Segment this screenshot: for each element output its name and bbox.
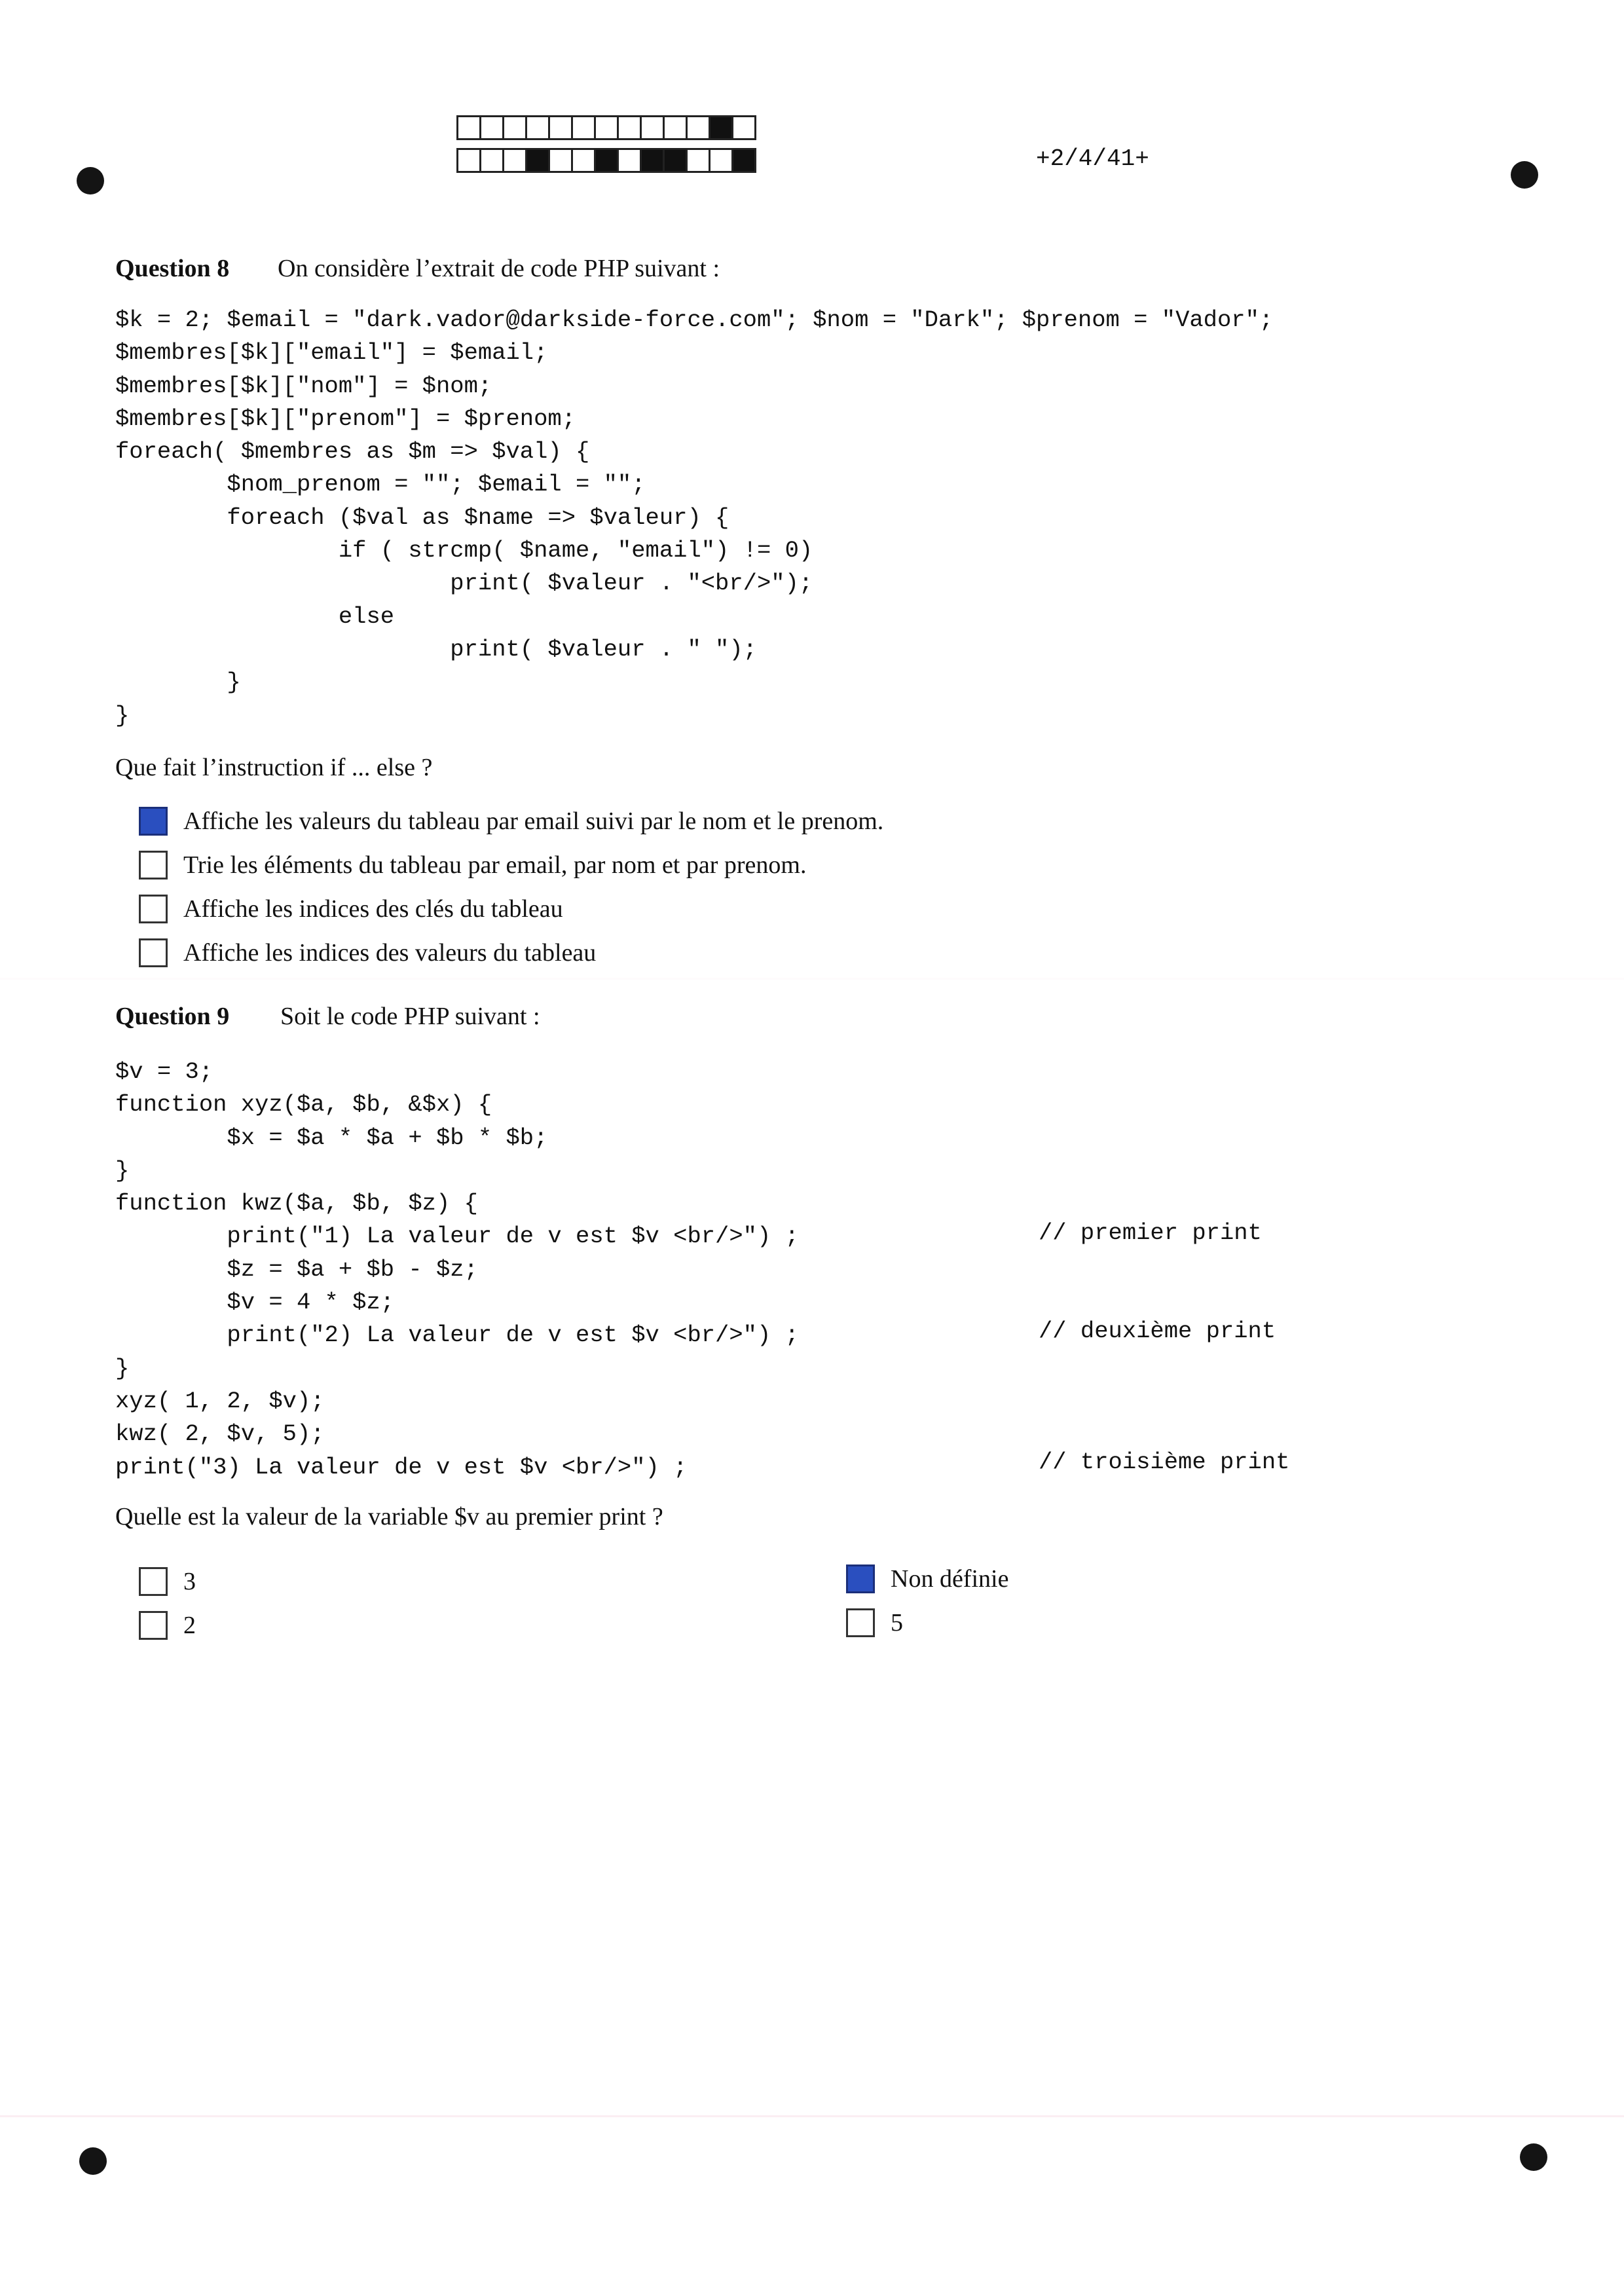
q8-choice-2[interactable] — [139, 851, 806, 880]
q8-choice-3-label: Affiche les indices des clés du tableau — [183, 895, 563, 923]
question-9-intro: Soit le code PHP suivant : — [280, 1003, 540, 1030]
q9-code-line: print("1) La valeur de v est $v <br/>") ; — [115, 1223, 799, 1250]
q9-code-line: kwz( 2, $v, 5); — [115, 1420, 325, 1448]
barcode-cell — [731, 115, 756, 140]
comment-premier-print: // premier print — [1039, 1219, 1262, 1246]
q9-choice-4-label: 5 — [891, 1609, 903, 1637]
q9-choice-1[interactable] — [139, 1567, 196, 1596]
barcode-cell — [686, 148, 710, 173]
q9-code-line: $z = $a + $b - $z; — [115, 1255, 478, 1283]
q8-code-line: print( $valeur . "<br/>"); — [115, 570, 813, 597]
barcode-cell — [502, 148, 527, 173]
barcode-cell — [571, 115, 596, 140]
registration-dot-bottom-left — [79, 2147, 107, 2175]
registration-dot-top-left — [77, 167, 104, 194]
q9-choice-1-checkbox[interactable] — [139, 1567, 168, 1596]
barcode-cell — [502, 115, 527, 140]
q8-choice-3-checkbox[interactable] — [139, 895, 168, 923]
question-9-prompt: Quelle est la valeur de la variable $v au premier print ? — [115, 1503, 663, 1530]
comment-deuxieme-print: // deuxième print — [1039, 1318, 1276, 1344]
barcode-cell — [640, 115, 665, 140]
faint-scan-line — [0, 978, 1624, 980]
barcode-cell — [525, 115, 550, 140]
barcode-cell — [709, 148, 733, 173]
q9-code-line: function kwz($a, $b, $z) { — [115, 1190, 478, 1217]
q9-code-line: $x = $a * $a + $b * $b; — [115, 1124, 548, 1151]
question-8-intro: On considère l’extrait de code PHP suivant : — [278, 255, 720, 282]
q9-choice-2-label: 2 — [183, 1612, 196, 1639]
q9-choice-2-checkbox[interactable] — [139, 1611, 168, 1640]
q8-code-line: } — [115, 669, 241, 696]
question-9-header — [115, 1002, 540, 1031]
barcode-cell — [525, 148, 550, 173]
q8-choice-3[interactable] — [139, 895, 563, 923]
barcode-cell — [686, 115, 710, 140]
q9-code-line: print("3) La valeur de v est $v <br/>") ; — [115, 1453, 688, 1481]
q9-code-line: $v = 3; — [115, 1058, 213, 1085]
question-8-prompt: Que fait l’instruction if ... else ? — [115, 754, 433, 781]
barcode-cell — [456, 115, 481, 140]
q9-choice-4[interactable] — [846, 1608, 903, 1637]
q8-choice-4[interactable] — [139, 938, 596, 967]
barcode-cell — [640, 148, 665, 173]
q8-code-line: else — [115, 602, 395, 630]
comment-troisieme-print: // troisième print — [1039, 1449, 1290, 1475]
q8-code-line: $membres[$k]["nom"] = $nom; — [115, 372, 492, 399]
barcode-cell — [594, 148, 619, 173]
q8-code-line: $k = 2; $email = "dark.vador@darkside-force.com"; $nom = "Dark"; $prenom = "Vador"; — [115, 306, 1274, 333]
barcode-row-2 — [458, 148, 756, 173]
question-8-code — [115, 304, 1273, 732]
q8-choice-1-checkbox[interactable] — [139, 807, 168, 836]
q8-choice-2-checkbox[interactable] — [139, 851, 168, 880]
question-9-label: Question 9 — [115, 1003, 230, 1030]
bottom-scan-line — [0, 2115, 1624, 2117]
q8-code-line: } — [115, 701, 130, 729]
q9-choice-4-checkbox[interactable] — [846, 1608, 875, 1637]
q9-code-line: xyz( 1, 2, $v); — [115, 1387, 325, 1415]
q9-choice-3[interactable] — [846, 1565, 1008, 1593]
barcode-cell — [479, 148, 504, 173]
q9-code-line: } — [115, 1157, 130, 1184]
registration-dot-top-right — [1511, 161, 1538, 189]
q8-code-line: $nom_prenom = ""; $email = ""; — [115, 471, 646, 498]
barcode-cell — [617, 115, 642, 140]
q8-code-line: if ( strcmp( $name, "email") != 0) — [115, 537, 813, 565]
page-id: +2/4/41+ — [1036, 145, 1149, 172]
registration-dot-bottom-right — [1520, 2143, 1547, 2171]
q9-code-line: } — [115, 1354, 130, 1382]
barcode-cell — [456, 148, 481, 173]
q8-choice-1-label: Affiche les valeurs du tableau par email suivi par le nom et le prenom. — [183, 807, 884, 835]
question-9-code — [115, 1056, 799, 1484]
barcode-cell — [663, 148, 688, 173]
q8-choice-4-checkbox[interactable] — [139, 938, 168, 967]
q8-code-line: foreach( $membres as $m => $val) { — [115, 438, 590, 466]
question-8-label: Question 8 — [115, 255, 230, 282]
barcode-cell — [731, 148, 756, 173]
barcode-cell — [479, 115, 504, 140]
q8-code-line: $membres[$k]["email"] = $email; — [115, 339, 548, 367]
barcode-cell — [663, 115, 688, 140]
q8-choice-2-label: Trie les éléments du tableau par email, par nom et par prenom. — [183, 851, 807, 879]
q9-code-line: print("2) La valeur de v est $v <br/>") ; — [115, 1322, 799, 1349]
barcode-row-1 — [458, 115, 756, 140]
q8-choice-1[interactable] — [139, 807, 883, 836]
barcode-cell — [571, 148, 596, 173]
barcode-cell — [548, 148, 573, 173]
q9-choice-1-label: 3 — [183, 1568, 196, 1595]
q8-code-line: print( $valeur . " "); — [115, 635, 757, 663]
question-8-header — [115, 254, 720, 283]
q9-choice-2[interactable] — [139, 1611, 196, 1640]
q9-code-line: function xyz($a, $b, &$x) { — [115, 1091, 492, 1119]
barcode-cell — [548, 115, 573, 140]
barcode-cell — [617, 148, 642, 173]
q9-choice-3-checkbox[interactable] — [846, 1565, 875, 1593]
q8-code-line: $membres[$k]["prenom"] = $prenom; — [115, 405, 576, 432]
q8-code-line: foreach ($val as $name => $valeur) { — [115, 504, 729, 531]
barcode-cell — [594, 115, 619, 140]
q8-choice-4-label: Affiche les indices des valeurs du tableau — [183, 939, 597, 967]
q9-choice-3-label: Non définie — [891, 1565, 1009, 1593]
q9-code-line: $v = 4 * $z; — [115, 1289, 395, 1316]
barcode-cell — [709, 115, 733, 140]
